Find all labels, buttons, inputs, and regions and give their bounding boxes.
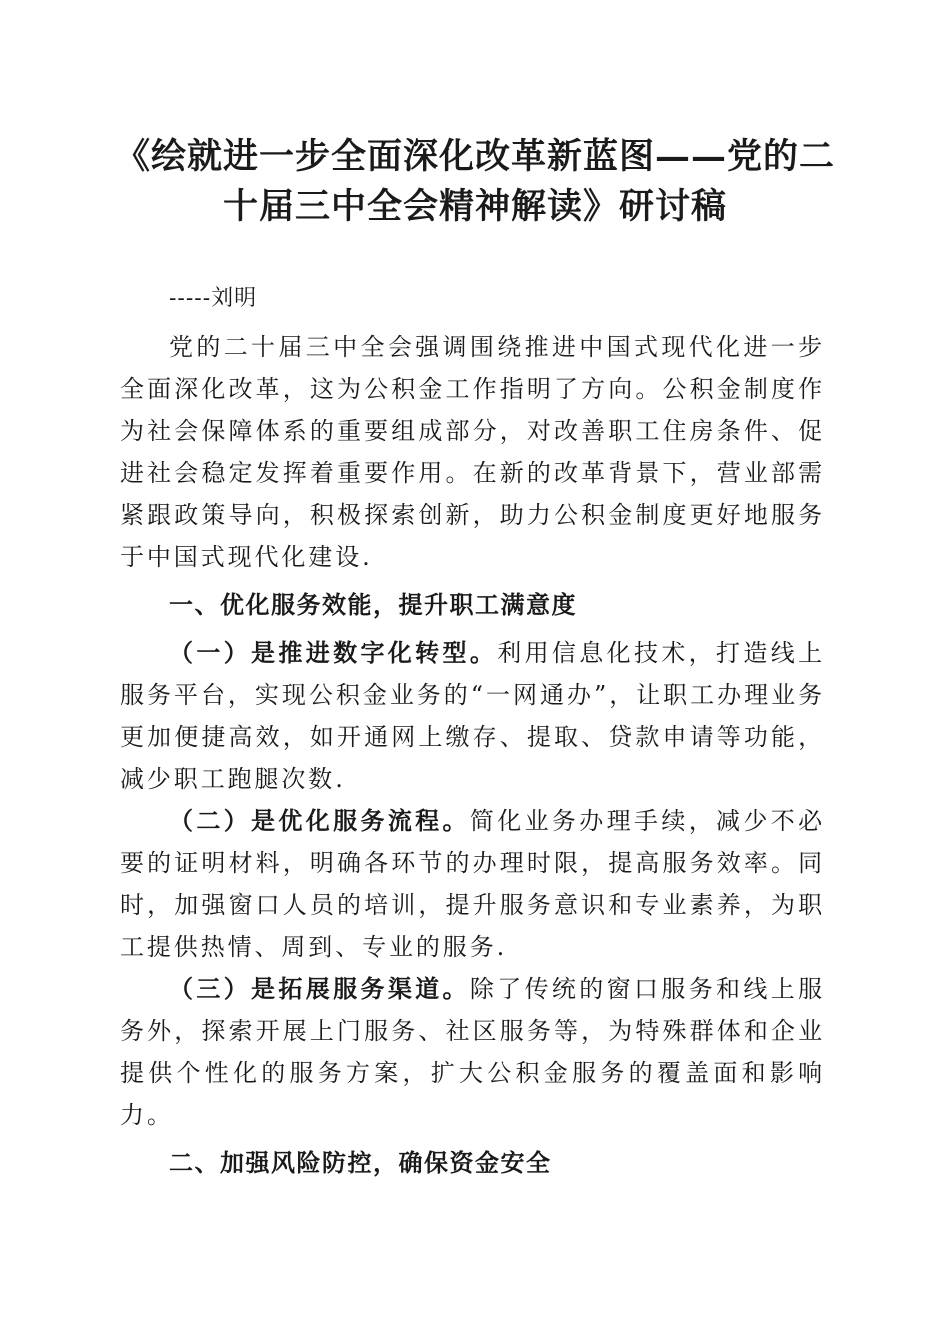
item-text: 利用信息化技术，打造线上服务平台，实现公积金业务的“一网通办”，让职工办理业务更加便捷高效，如开通网上缴存、提取、贷款申请等功能，减少职工跑腿次数.: [120, 639, 825, 793]
section-heading-1: 一、优化服务效能，提升职工满意度: [169, 591, 577, 619]
item-text: 简化业务办理手续，减少不必要的证明材料，明确各环节的办理时限，提高服务效率。同时，加强窗口人员的培训，提升服务意识和专业素养，为职工提供热情、周到、专业的服务.: [120, 807, 825, 961]
section1-item-2: [120, 800, 825, 968]
section-heading-2: 二、加强风险防控，确保资金安全: [169, 1149, 552, 1177]
item-text: 除了传统的窗口服务和线上服务外，探索开展上门服务、社区服务等，为特殊群体和企业提供个性化的服务方案，扩大公积金服务的覆盖面和影响力。: [120, 975, 825, 1129]
title-line-2: 十届三中全会精神解读》研讨稿: [222, 186, 727, 227]
title-line-1: 《绘就进一步全面深化改革新蓝图——党的二: [114, 136, 835, 177]
section1-item-1: [120, 632, 825, 800]
document-body: [120, 278, 825, 1190]
item-lead: （三）是拓展服务渠道。: [169, 974, 470, 1003]
document-title: [60, 132, 890, 232]
item-lead: （二）是优化服务流程。: [169, 806, 470, 835]
intro-paragraph: 党的二十届三中全会强调围绕推进中国式现代化进一步全面深化改革，这为公积金工作指明了方向。公积金制度作为社会保障体系的重要组成部分，对改善职工住房条件、促进社会稳定发挥着重要作用。在新的改革背景下，营业部需紧跟政策导向，积极探索创新，助力公积金制度更好地服务于中国式现代化建设.: [120, 333, 825, 571]
section1-item-3: [120, 968, 825, 1136]
item-lead: （一）是推进数字化转型。: [169, 638, 498, 667]
author-line: -----刘明: [169, 286, 258, 311]
